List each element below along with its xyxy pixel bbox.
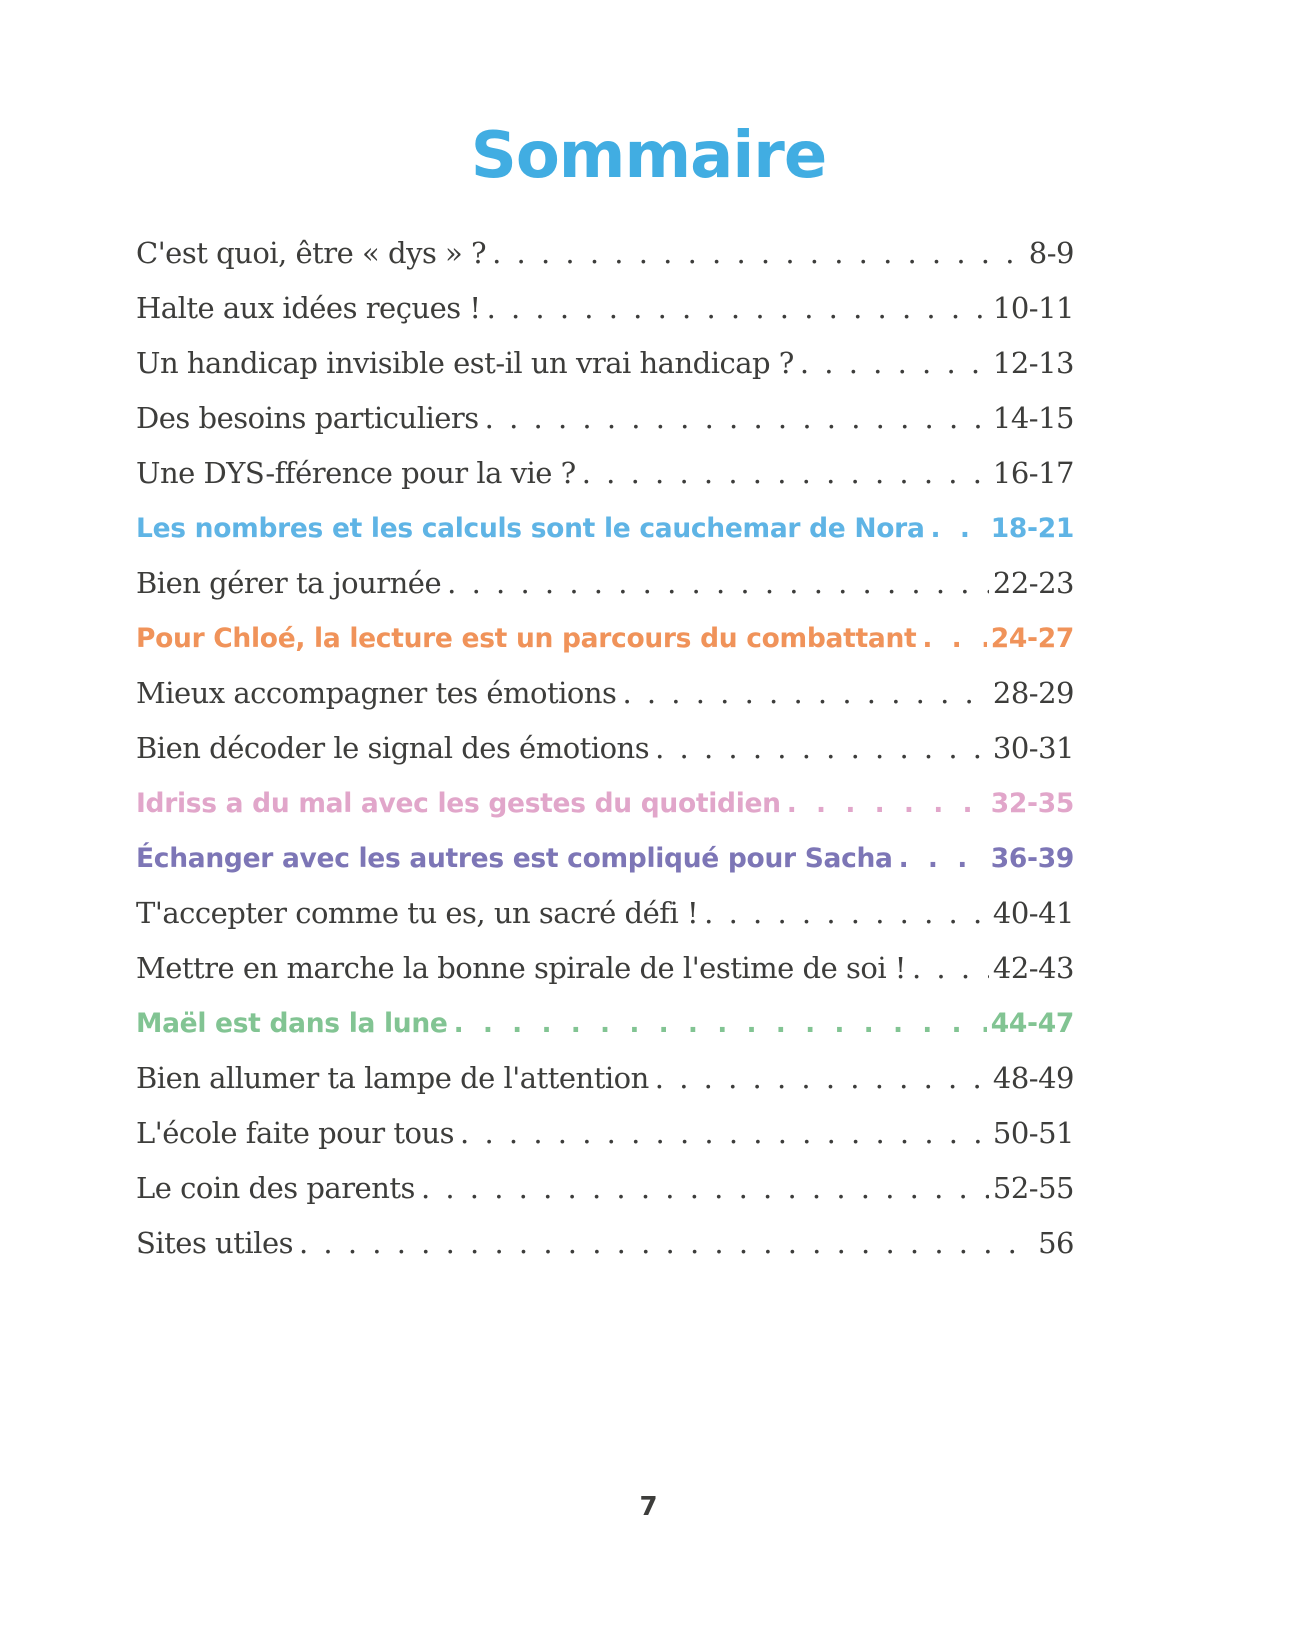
toc-item	[136, 1161, 1074, 1216]
toc-item	[136, 721, 1074, 776]
toc-item-label: L'école faite pour tous	[136, 1116, 455, 1150]
toc-item-pages: 22-23	[992, 566, 1074, 600]
toc-list	[136, 226, 1074, 1271]
toc-item	[136, 1106, 1074, 1161]
toc-item-pages: 10-11	[992, 291, 1074, 325]
toc-item-label: Maël est dans la lune	[136, 1008, 448, 1039]
toc-leader-dots	[421, 1161, 989, 1216]
toc-item-label: Des besoins particuliers	[136, 401, 479, 435]
toc-leader-dots	[582, 446, 989, 501]
toc-item-pages: 40-41	[992, 896, 1074, 930]
toc-item-label: Échanger avec les autres est compliqué pour Sacha	[136, 843, 893, 874]
toc-item-label: Mieux accompagner tes émotions	[136, 676, 617, 710]
page-title: Sommaire	[470, 118, 827, 193]
toc-item-label: Sites utiles	[136, 1226, 293, 1260]
toc-leader-dots	[912, 941, 989, 996]
toc-item	[136, 1051, 1074, 1106]
toc-item	[136, 886, 1074, 941]
toc-item-label: Bien gérer ta journée	[136, 566, 442, 600]
toc-leader-dots	[454, 996, 987, 1051]
toc-item-label: Le coin des parents	[136, 1171, 415, 1205]
toc-item	[136, 391, 1074, 446]
toc-item-pages: 14-15	[992, 401, 1074, 435]
toc-item-pages: 52-55	[992, 1171, 1074, 1205]
toc-item-label: Bien décoder le signal des émotions	[136, 731, 650, 765]
toc-item	[136, 281, 1074, 336]
toc-item-label: Halte aux idées reçues !	[136, 291, 481, 325]
toc-item-pages: 18-21	[990, 513, 1074, 544]
toc-item-label: C'est quoi, être « dys » ?	[136, 236, 487, 270]
toc-leader-dots	[899, 831, 987, 886]
toc-item-pages: 42-43	[992, 951, 1074, 985]
toc-item-label: Les nombres et les calculs sont le cauchemar de Nora	[136, 513, 925, 544]
toc-item-label: Mettre en marche la bonne spirale de l'estime de soi !	[136, 951, 906, 985]
toc-item-pages: 32-35	[990, 788, 1074, 819]
toc-item	[136, 446, 1074, 501]
toc-item-pages: 12-13	[992, 346, 1074, 380]
toc-item	[136, 556, 1074, 611]
toc-leader-dots	[655, 1051, 989, 1106]
toc-item	[136, 776, 1074, 831]
toc-item-label: Une DYS-fférence pour la vie ?	[136, 456, 576, 490]
toc-leader-dots	[800, 336, 989, 391]
toc-leader-dots	[447, 556, 989, 611]
toc-item	[136, 1216, 1074, 1271]
toc-leader-dots	[460, 1106, 989, 1161]
toc-leader-dots	[622, 666, 988, 721]
toc-item-label: Pour Chloé, la lecture est un parcours du combattant	[136, 623, 917, 654]
toc-item	[136, 226, 1074, 281]
toc-item-pages: 28-29	[992, 676, 1074, 710]
toc-item-pages: 50-51	[992, 1116, 1074, 1150]
toc-item	[136, 831, 1074, 886]
toc-item-pages: 24-27	[990, 623, 1074, 654]
toc-leader-dots	[299, 1216, 1034, 1271]
page-number-footer: 7	[639, 1492, 658, 1522]
toc-item	[136, 666, 1074, 721]
toc-item	[136, 611, 1074, 666]
toc-item-pages: 30-31	[992, 731, 1074, 765]
toc-leader-dots	[931, 501, 987, 556]
toc-item-label: T'accepter comme tu es, un sacré défi !	[136, 896, 699, 930]
toc-item-label: Idriss a du mal avec les gestes du quotidien	[136, 788, 781, 819]
toc-item-pages: 44-47	[990, 1008, 1074, 1039]
toc-item-pages: 8-9	[1028, 236, 1074, 270]
toc-item-label: Bien allumer ta lampe de l'attention	[136, 1061, 649, 1095]
toc-item	[136, 501, 1074, 556]
toc-leader-dots	[492, 226, 1025, 281]
toc-item-pages: 56	[1038, 1226, 1074, 1260]
toc-item	[136, 996, 1074, 1051]
toc-leader-dots	[485, 391, 989, 446]
toc-item-pages: 36-39	[990, 843, 1074, 874]
toc-leader-dots	[704, 886, 989, 941]
toc-item-pages: 16-17	[992, 456, 1074, 490]
toc-leader-dots	[922, 611, 986, 666]
toc-leader-dots	[787, 776, 987, 831]
toc-leader-dots	[655, 721, 989, 776]
toc-item	[136, 941, 1074, 996]
toc-item	[136, 336, 1074, 391]
toc-leader-dots	[487, 281, 989, 336]
toc-item-label: Un handicap invisible est-il un vrai handicap ?	[136, 346, 794, 380]
toc-item-pages: 48-49	[992, 1061, 1074, 1095]
